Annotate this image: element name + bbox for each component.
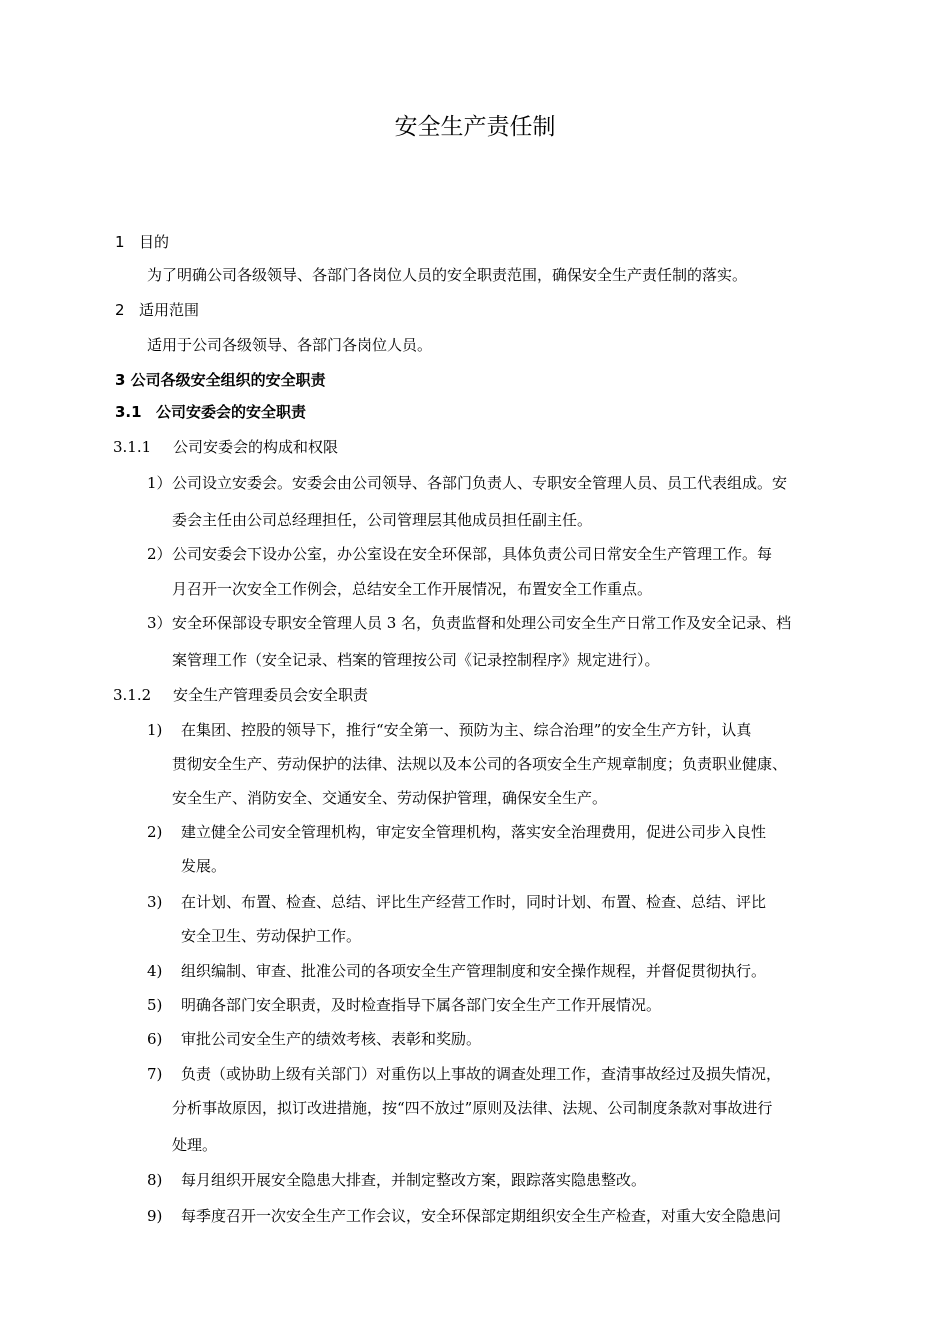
list-item-line: 分析事故原因，拟订改进措施，按“四不放过”原则及法律、法规、公司制度条款对事故进行 xyxy=(172,1099,773,1117)
list-item-line: 组织编制、审查、批准公司的各项安全生产管理制度和安全操作规程，并督促贯彻执行。 xyxy=(181,962,767,980)
section-3-1-1-heading: 公司安委会的构成和权限 xyxy=(173,438,339,456)
list-item-line: 每季度召开一次安全生产工作会议，安全环保部定期组织安全生产检查，对重大安全隐患问 xyxy=(181,1207,782,1225)
list-item-marker: 9) xyxy=(147,1207,163,1225)
list-item-line: 负责（或协助上级有关部门）对重伤以上事故的调查处理工作，查清事故经过及损失情况， xyxy=(181,1065,782,1083)
document-title: 安全生产责任制 xyxy=(394,114,556,140)
section-3-heading: 3 公司各级安全组织的安全职责 xyxy=(115,371,326,389)
list-item-line: 每月组织开展安全隐患大排查，并制定整改方案，跟踪落实隐患整改。 xyxy=(181,1171,647,1189)
list-item-marker: 7) xyxy=(147,1065,163,1083)
section-2-number: 2 xyxy=(115,301,125,319)
list-item-line: 贯彻安全生产、劳动保护的法律、法规以及本公司的各项安全生产规章制度；负责职业健康、 xyxy=(172,755,788,773)
list-item-marker: 2） xyxy=(147,545,172,563)
section-2-text: 适用于公司各级领导、各部门各岗位人员。 xyxy=(147,336,433,354)
section-3-1-1-number: 3.1.1 xyxy=(113,438,152,456)
list-item-line: 安全生产、消防安全、交通安全、劳动保护管理，确保安全生产。 xyxy=(172,789,608,807)
list-item-marker: 6) xyxy=(147,1030,163,1048)
list-item-marker: 3） xyxy=(147,614,172,632)
list-item-marker: 8) xyxy=(147,1171,163,1189)
section-1-number: 1 xyxy=(115,233,125,251)
list-item-marker: 3) xyxy=(147,893,163,911)
list-item-line: 在计划、布置、检查、总结、评比生产经营工作时，同时计划、布置、检查、总结、评比 xyxy=(181,893,767,911)
list-item-marker: 1） xyxy=(147,474,172,492)
list-item-line: 公司设立安委会。安委会由公司领导、各部门负责人、专职安全管理人员、员工代表组成。安 xyxy=(172,474,788,492)
list-item-marker: 1) xyxy=(147,721,163,739)
list-item-line: 处理。 xyxy=(172,1136,218,1154)
section-3-1-number: 3.1 xyxy=(115,403,142,421)
list-item-marker: 2) xyxy=(147,823,163,841)
section-3-1-2-number: 3.1.2 xyxy=(113,686,152,704)
section-1-heading: 目的 xyxy=(139,233,170,251)
section-3-1-heading: 公司安委会的安全职责 xyxy=(156,403,307,421)
list-item-line: 委会主任由公司总经理担任，公司管理层其他成员担任副主任。 xyxy=(172,511,593,529)
list-item-marker: 5) xyxy=(147,996,163,1014)
list-item-line: 案管理工作（安全记录、档案的管理按公司《记录控制程序》规定进行）。 xyxy=(172,651,660,669)
list-item-line: 月召开一次安全工作例会，总结安全工作开展情况，布置安全工作重点。 xyxy=(172,580,653,598)
list-item-line: 明确各部门安全职责，及时检查指导下属各部门安全生产工作开展情况。 xyxy=(181,996,662,1014)
list-item-line: 审批公司安全生产的绩效考核、表彰和奖励。 xyxy=(181,1030,482,1048)
list-item-line: 安全卫生、劳动保护工作。 xyxy=(181,927,362,945)
list-item-line: 在集团、控股的领导下，推行“安全第一、预防为主、综合治理”的安全生产方针，认真 xyxy=(181,721,752,739)
section-2-heading: 适用范围 xyxy=(139,301,200,319)
list-item-line: 安全环保部设专职安全管理人员 3 名，负责监督和处理公司安全生产日常工作及安全记录、档 xyxy=(172,614,792,632)
section-3-1-2-heading: 安全生产管理委员会安全职责 xyxy=(173,686,369,704)
section-1-text: 为了明确公司各级领导、各部门各岗位人员的安全职责范围，确保安全生产责任制的落实。 xyxy=(147,266,748,284)
list-item-line: 公司安委会下设办公室，办公室设在安全环保部，具体负责公司日常安全生产管理工作。每 xyxy=(172,545,773,563)
list-item-line: 发展。 xyxy=(181,857,227,875)
list-item-line: 建立健全公司安全管理机构，审定安全管理机构，落实安全治理费用，促进公司步入良性 xyxy=(181,823,767,841)
list-item-marker: 4) xyxy=(147,962,163,980)
